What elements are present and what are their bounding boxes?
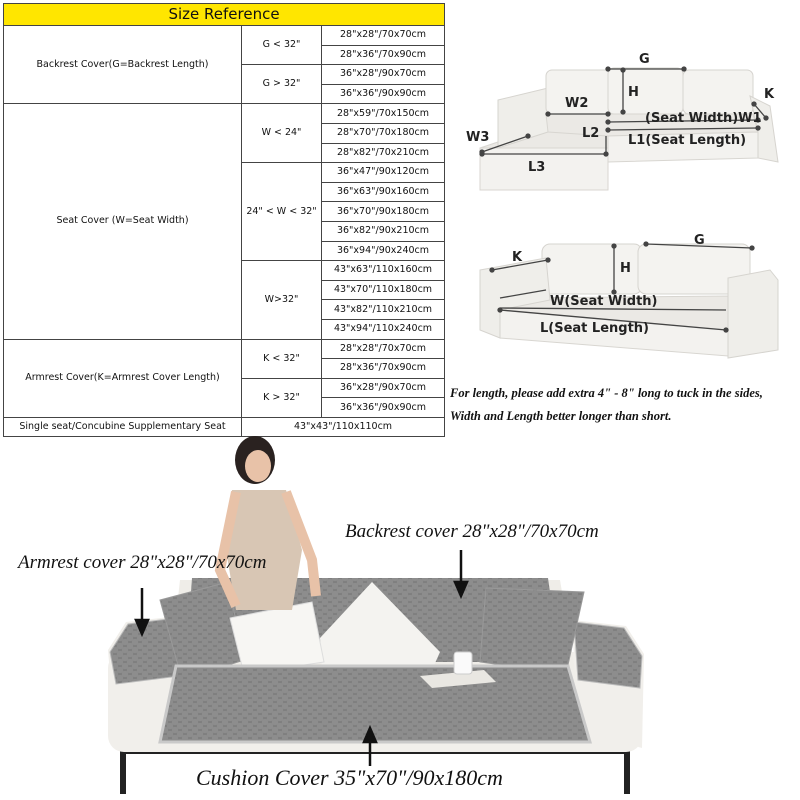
label-l1: L1(Seat Length) (628, 133, 747, 148)
size-cell: 43"x70"/110x180cm (322, 280, 445, 300)
table-row (4, 339, 445, 359)
table-row (4, 104, 445, 124)
label-k: K (764, 87, 775, 102)
size-cell: 28"x70"/70x180cm (322, 123, 445, 143)
label-w3: W3 (466, 130, 490, 145)
size-cell: 28"x36"/70x90cm (322, 45, 445, 65)
size-reference-table (3, 3, 445, 437)
condition-cell: 24" < W < 32" (242, 163, 322, 261)
label-l2: L2 (582, 126, 600, 141)
width-note: Width and Length better longer than short. (450, 409, 672, 423)
size-cell: 36"x36"/90x90cm (322, 398, 445, 418)
condition-cell: K > 32" (242, 378, 322, 417)
cover-type-cell: Armrest Cover(K=Armrest Cover Length) (4, 339, 242, 417)
condition-cell: K < 32" (242, 339, 322, 378)
size-cell: 43"x82"/110x210cm (322, 300, 445, 320)
sectional-sofa-diagram (458, 40, 798, 200)
size-cell: 36"x36"/90x90cm (322, 84, 445, 104)
cushion-callout: Cushion Cover 35"x70"/90x180cm (196, 765, 503, 790)
size-cell: 36"x28"/90x70cm (322, 65, 445, 85)
sofa-photo (0, 430, 800, 800)
size-cell: 28"x28"/70x70cm (322, 339, 445, 359)
condition-cell: G < 32" (242, 26, 322, 65)
condition-cell: W < 24" (242, 104, 322, 163)
label-g: G (694, 233, 705, 248)
label-l3: L3 (528, 160, 546, 175)
label-w: W(Seat Width) (550, 294, 658, 309)
condition-cell: W>32" (242, 261, 322, 339)
backrest-callout: Backrest cover 28"x28"/70x70cm (345, 521, 599, 542)
label-h: H (628, 85, 639, 100)
size-cell: 36"x47"/90x120cm (322, 163, 445, 183)
label-g: G (639, 52, 650, 67)
size-cell: 43"x94"/110x240cm (322, 319, 445, 339)
size-cell: 36"x94"/90x240cm (322, 241, 445, 261)
size-cell: 36"x28"/90x70cm (322, 378, 445, 398)
size-cell: 36"x70"/90x180cm (322, 202, 445, 222)
single-seat-label: Single seat/Concubine Supplementary Seat (4, 417, 242, 437)
table-title: Size Reference (4, 4, 445, 26)
size-cell: 28"x28"/70x70cm (322, 26, 445, 46)
label-h: H (620, 261, 631, 276)
size-cell: 43"x63"/110x160cm (322, 261, 445, 281)
size-cell: 36"x82"/90x210cm (322, 221, 445, 241)
size-cell: 28"x82"/70x210cm (322, 143, 445, 163)
label-w2: W2 (565, 96, 589, 111)
label-k: K (512, 250, 523, 265)
size-cell: 28"x36"/70x90cm (322, 359, 445, 379)
cover-type-cell: Seat Cover (W=Seat Width) (4, 104, 242, 339)
length-note: For length, please add extra 4" - 8" long to tuck in the sides, (450, 386, 763, 400)
single-seat-size: 43"x43"/110x110cm (242, 417, 445, 437)
cover-type-cell: Backrest Cover(G=Backrest Length) (4, 26, 242, 104)
table-row (4, 26, 445, 46)
label-w1: (Seat Width)W1 (645, 111, 762, 126)
size-cell: 28"x59"/70x150cm (322, 104, 445, 124)
label-l: L(Seat Length) (540, 321, 649, 336)
condition-cell: G > 32" (242, 65, 322, 104)
standard-sofa-diagram (470, 230, 790, 365)
size-cell: 36"x63"/90x160cm (322, 182, 445, 202)
armrest-callout: Armrest cover 28"x28"/70x70cm (18, 552, 267, 573)
